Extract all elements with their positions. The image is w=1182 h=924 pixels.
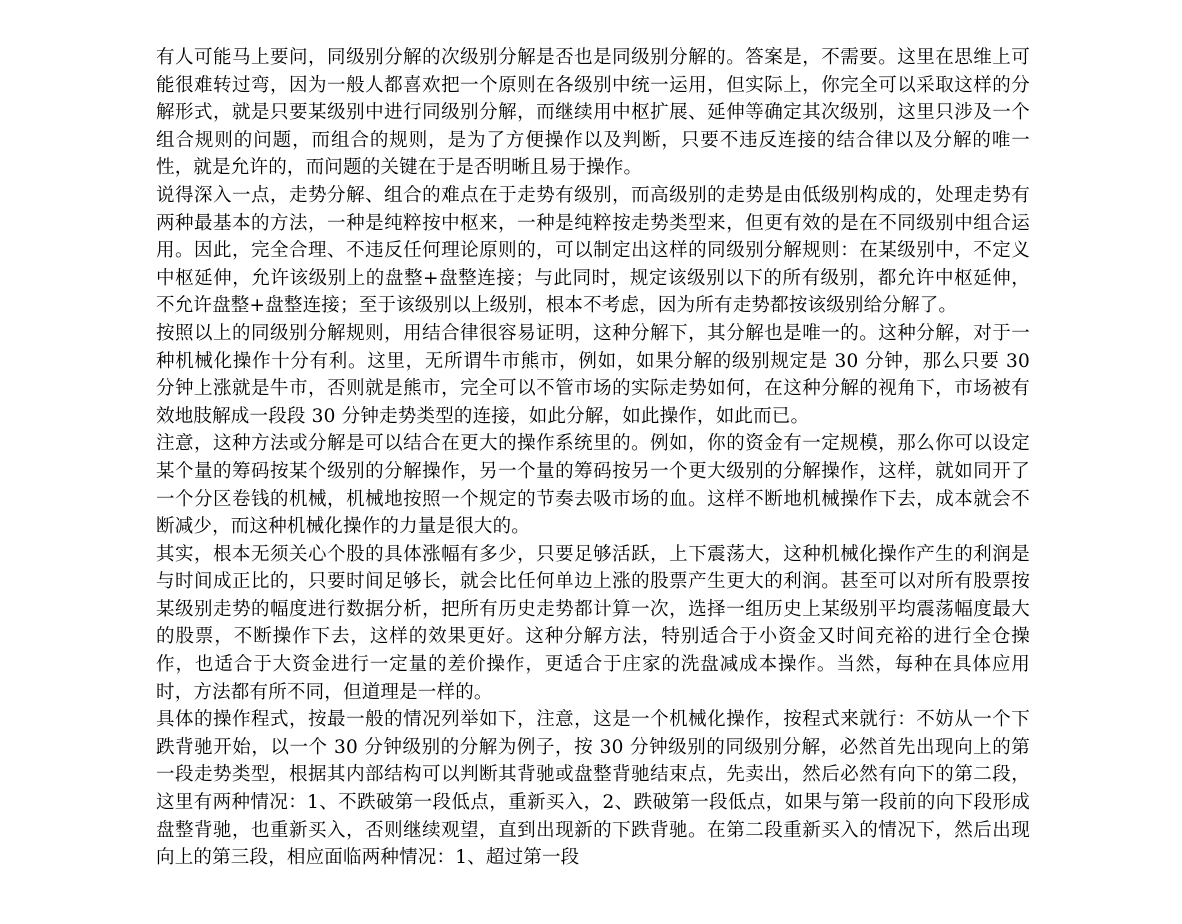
document-page — [156, 44, 1030, 872]
paragraph-2: 说得深入一点，走势分解、组合的难点在于走势有级别，而高级别的走势是由低级别构成的，处理走势有两种最基本的方法，一种是纯粹按中枢来，一种是纯粹按走势类型来，但更有效的是在不同级别中组合运用。因此，完全合理、不违反任何理论原则的，可以制定出这样的同级别分解规则：在某级别中，不定义中枢延伸，允许该级别上的盘整+盘整连接；与此同时，规定该级别以下的所有级别，都允许中枢延伸，不允许盘整+盘整连接；至于该级别以上级别，根本不考虑，因为所有走势都按该级别给分解了。 — [156, 184, 1030, 317]
paragraph-6: 具体的操作程式，按最一般的情况列举如下，注意，这是一个机械化操作，按程式来就行：不妨从一个下跌背驰开始，以一个 30 分钟级别的分解为例子，按 30 分钟级别的同级别分解，必然首先出现向上的第一段走势类型，根据其内部结构可以判断其背驰或盘整背驰结束点，先卖出，然后必然有向下的第二段，这里有两种情况：1、不跌破第一段低点，重新买入，2、跌破第一段低点，如果与第一段前的向下段形成盘整背驰，也重新买入，否则继续观望，直到出现新的下跌背驰。在第二段重新买入的情况下，然后出现向上的第三段，相应面临两种情况：1、超过第一段 — [156, 709, 1030, 869]
paragraph-3: 按照以上的同级别分解规则，用结合律很容易证明，这种分解下，其分解也是唯一的。这种分解，对于一种机械化操作十分有利。这里，无所谓牛市熊市，例如，如果分解的级别规定是 30 分钟，那么只要 30 分钟上涨就是牛市，否则就是熊市，完全可以不管市场的实际走势如何，在这种分解的视角下，市场被有效地肢解成一段段 30 分钟走势类型的连接，如此分解，如此操作，如此而已。 — [156, 322, 1030, 427]
paragraph-1: 有人可能马上要问，同级别分解的次级别分解是否也是同级别分解的。答案是，不需要。这里在思维上可能很难转过弯，因为一般人都喜欢把一个原则在各级别中统一运用，但实际上，你完全可以采取这样的分解形式，就是只要某级别中进行同级别分解，而继续用中枢扩展、延伸等确定其次级别，这里只涉及一个组合规则的问题，而组合的规则，是为了方便操作以及判断，只要不违反连接的结合律以及分解的唯一性，就是允许的，而问题的关键在于是否明晰且易于操作。 — [156, 47, 1030, 179]
paragraph-5: 其实，根本无须关心个股的具体涨幅有多少，只要足够活跃，上下震荡大，这种机械化操作产生的利润是与时间成正比的，只要时间足够长，就会比任何单边上涨的股票产生更大的利润。甚至可以对所有股票按某级别走势的幅度进行数据分析，把所有历史走势都计算一次，选择一组历史上某级别平均震荡幅度最大的股票，不断操作下去，这样的效果更好。这种分解方法，特别适合于小资金又时间充裕的进行全仓操作，也适合于大资金进行一定量的差价操作，更适合于庄家的洗盘减成本操作。当然，每种在具体应用时，方法都有所不同，但道理是一样的。 — [156, 543, 1030, 703]
paragraph-4: 注意，这种方法或分解是可以结合在更大的操作系统里的。例如，你的资金有一定规模，那么你可以设定某个量的筹码按某个级别的分解操作，另一个量的筹码按另一个更大级别的分解操作，这样，就如同开了一个分区卷钱的机械，机械地按照一个规定的节奏去吸市场的血。这样不断地机械操作下去，成本就会不断减少，而这种机械化操作的力量是很大的。 — [156, 433, 1030, 538]
